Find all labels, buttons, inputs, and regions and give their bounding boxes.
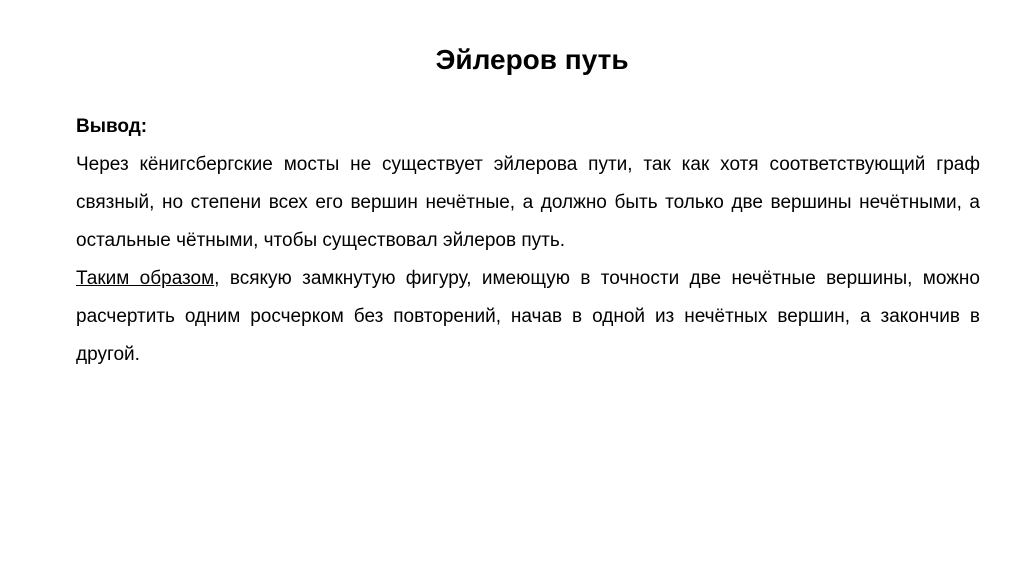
conclusion-heading: Вывод: (76, 116, 148, 137)
summary-text: , всякую замкнутую фигуру, имеющую в точности две нечётные вершины, можно расчертить одним росчерком без повторений, начав в одной из нечётных вершин, а закончив в другой. (76, 268, 980, 365)
summary-lead: Таким образом (76, 268, 215, 289)
slide-title: Эйлеров путь (435, 44, 629, 75)
conclusion-paragraph: Через кёнигсбергские мосты не существует эйлерова пути, так как хотя соответствующий граф связный, но степени всех его вершин нечётные, а должно быть только две вершины нечётными, а остальные чётными, чтобы существовал эйлеров путь. (76, 154, 980, 251)
summary-paragraph (76, 260, 980, 374)
slide-content (76, 108, 980, 374)
